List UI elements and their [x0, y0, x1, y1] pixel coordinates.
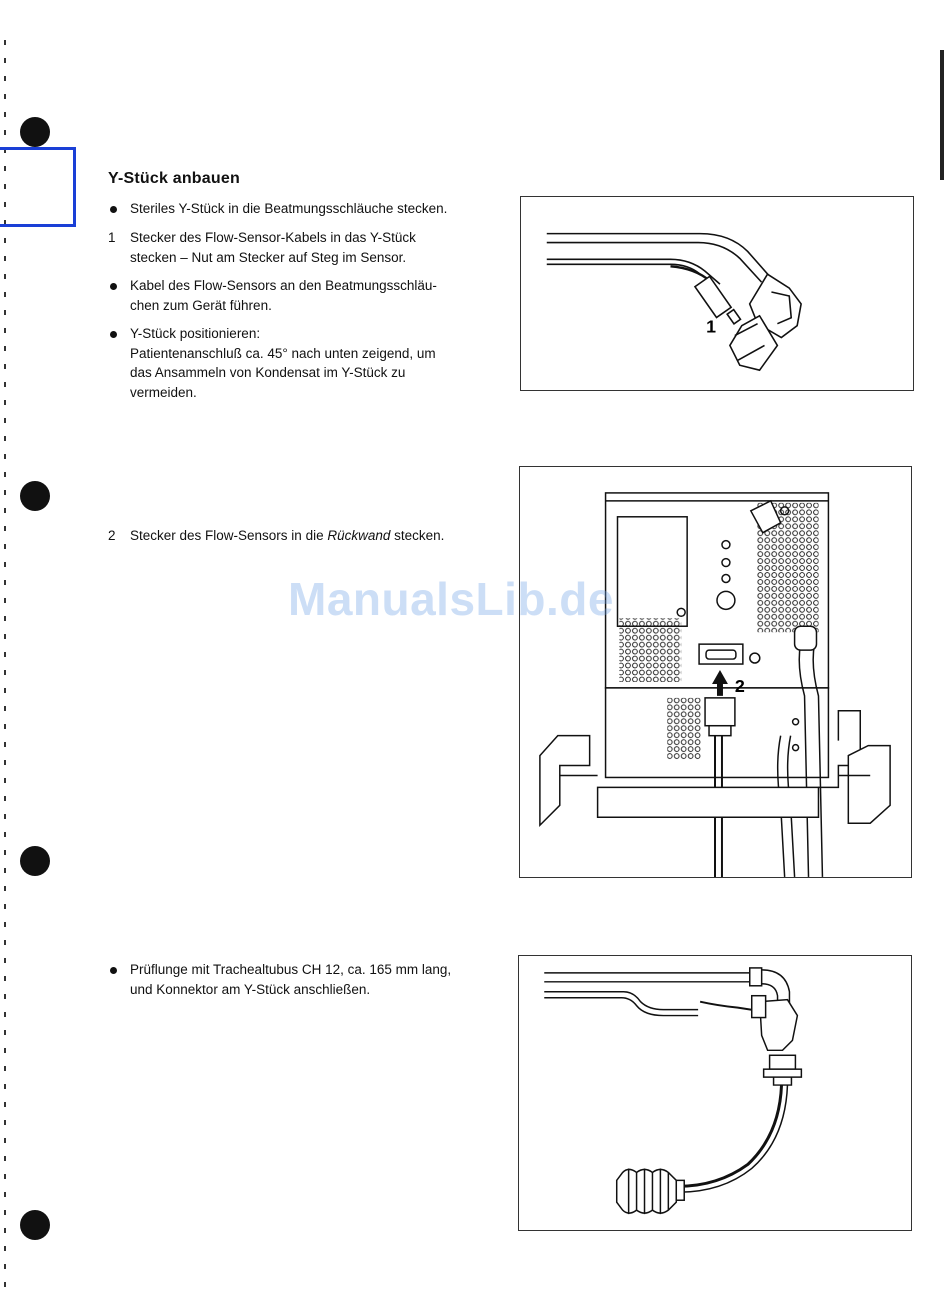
instruction-item: [108, 276, 503, 315]
instruction-text: [130, 526, 503, 546]
instruction-text: Stecker des Flow-Sensor-Kabels in das Y-Stück stecken – Nut am Stecker auf Steg im Sensor.: [130, 230, 416, 265]
binder-hole: [20, 481, 50, 511]
figure-y-piece: [520, 196, 914, 391]
instruction-item: [108, 199, 503, 219]
figure-callout-2: 2: [734, 675, 745, 696]
binder-hole: [20, 846, 50, 876]
figure-rear-panel: [519, 466, 912, 878]
instruction-text: Y-Stück positionieren: Patientenanschluß ca. 45° nach unten zeigend, um das Ansammeln von Kondensat im Y-Stück zu vermeiden.: [130, 326, 436, 400]
step-number: 2: [108, 528, 116, 543]
step-number: 1: [108, 230, 116, 245]
figure-test-lung: [518, 955, 912, 1231]
test-lung-illustration: [519, 956, 911, 1230]
binder-hole: [20, 117, 50, 147]
bullet-icon: [110, 283, 117, 290]
instruction-text: Steriles Y-Stück in die Beatmungsschläuche stecken.: [130, 201, 448, 216]
bullet-icon: [110, 206, 117, 213]
page-edge-perforation: [4, 40, 6, 1290]
instruction-text-part: stecken.: [390, 528, 445, 543]
instruction-text: Prüflunge mit Trachealtubus CH 12, ca. 165 mm lang, und Konnektor am Y-Stück anschließen.: [130, 962, 452, 997]
section-heading: Y-Stück anbauen: [108, 170, 240, 187]
section-tab-marker: [0, 147, 76, 227]
instruction-text: Kabel des Flow-Sensors an den Beatmungsschläu- chen zum Gerät führen.: [130, 278, 437, 313]
bullet-icon: [110, 967, 117, 974]
instruction-item: [108, 324, 503, 402]
page-edge-bar: [940, 50, 944, 180]
figure-callout-1: 1: [706, 316, 717, 337]
binder-hole: [20, 1210, 50, 1240]
instruction-step-1: [108, 228, 503, 267]
watermark-text: ManualsLib.de: [288, 573, 614, 625]
instruction-text-emphasis: Rückwand: [327, 528, 391, 543]
rear-panel-illustration: [520, 467, 911, 877]
instruction-text-part: Stecker des Flow-Sensors in die: [130, 528, 328, 543]
bullet-icon: [110, 331, 117, 338]
y-piece-illustration: [521, 197, 913, 390]
instruction-step-2: [108, 526, 503, 546]
instruction-item: [108, 960, 503, 999]
